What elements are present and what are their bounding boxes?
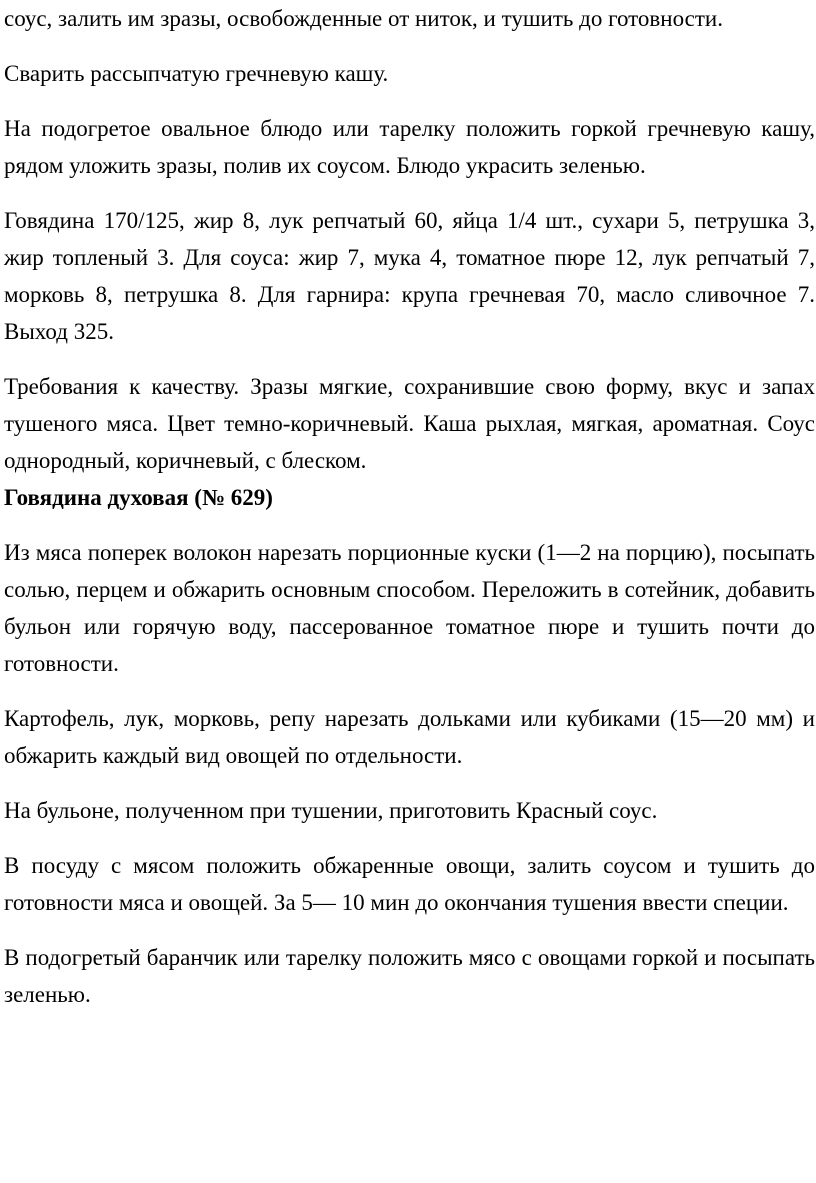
paragraph-stewing: В посуду с мясом положить обжаренные овощи, залить соусом и тушить до готовности мяса и овощей. За 5— 10 мин до окончания тушения ввести специи. (4, 853, 815, 915)
recipe-heading: Говядина духовая (№ 629) (4, 485, 273, 510)
paragraph-meat-preparation: Из мяса поперек волокон нарезать порционные куски (1—2 на порцию), посыпать солью, перцем и обжарить основным способом. Переложить в сотейник, добавить бульон или горячую воду, пассерованное томатное пюре и тушить почти до готовности. (4, 540, 815, 676)
paragraph-serving: На подогретое овальное блюдо или тарелку положить горкой гречневую кашу, рядом уложить зразы, полив их соусом. Блюдо украсить зеленью. (4, 116, 815, 178)
paragraph-sauce-continuation: соус, залить им зразы, освобожденные от ниток, и тушить до готовности. (4, 6, 723, 31)
paragraph-buckwheat: Сварить рассыпчатую гречневую кашу. (4, 61, 389, 86)
paragraph-final-serving: В подогретый баранчик или тарелку положить мясо с овощами горкой и посыпать зеленью. (4, 945, 815, 1007)
paragraph-vegetables: Картофель, лук, морковь, репу нарезать дольками или кубиками (15—20 мм) и обжарить каждый вид овощей по отдельности. (4, 706, 815, 768)
paragraph-sauce: На бульоне, полученном при тушении, приготовить Красный соус. (4, 798, 658, 823)
paragraph-ingredients: Говядина 170/125, жир 8, лук репчатый 60, яйца 1/4 шт., сухари 5, петрушка 3, жир топленый 3. Для соуса: жир 7, мука 4, томатное пюре 12, лук репчатый 7, морковь 8, петрушка 8. Для гарнира: крупа гречневая 70, масло сливочное 7. Выход 325. (4, 208, 815, 344)
paragraph-quality-requirements: Требования к качеству. Зразы мягкие, сохранившие свою форму, вкус и запах тушеного мяса. Цвет темно-коричневый. Каша рыхлая, мягкая, ароматная. Соус однородный, коричневый, с блеском. (4, 374, 815, 473)
